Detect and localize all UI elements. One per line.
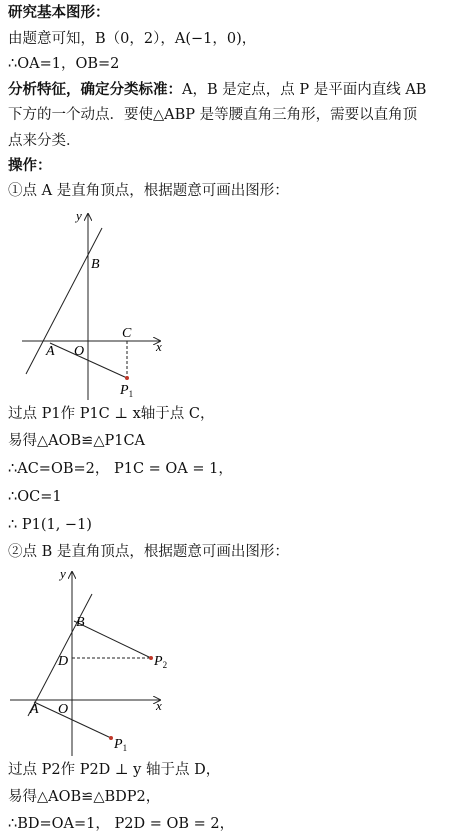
analysis-continued-1: 下方的一个动点．要使△ABP 是等腰直角三角形，需要以直角顶 <box>8 107 418 123</box>
case-2-step-3: ∴BD=OA=1， P2D = OB = 2， <box>8 816 235 832</box>
label-d: D <box>58 654 69 669</box>
label-o: O <box>58 702 69 717</box>
label-c: C <box>122 326 132 341</box>
case-2-step-1: 过点 P2作 P2D ⊥ y 轴于点 D， <box>8 762 221 778</box>
case-1-step-2: 易得△AOB≌△P1CA <box>8 433 146 449</box>
analysis-continued-2: 点来分类． <box>8 133 81 149</box>
given-coordinates: 由题意可知，B（0，2），A(−1，0)， <box>8 31 257 47</box>
case-1-heading: ①点 A 是直角顶点，根据题意可画出图形： <box>8 183 289 199</box>
case-2-heading: ②点 B 是直角顶点，根据题意可画出图形： <box>8 544 289 560</box>
operation-heading: 操作： <box>8 157 52 174</box>
figure-case-2 <box>0 564 200 760</box>
label-b: B <box>76 615 85 630</box>
label-y: y <box>60 566 66 581</box>
label-x: x <box>156 698 162 713</box>
analysis-title: 分析特征，确定分类标准： <box>8 81 182 98</box>
analysis-line <box>8 80 426 100</box>
label-x: x <box>156 339 162 354</box>
section-title: 研究基本图形： <box>8 4 110 21</box>
label-o: O <box>74 344 85 359</box>
label-p1: $P_1$ <box>120 383 134 399</box>
case-2-step-2: 易得△AOB≌△BDP2， <box>8 789 161 805</box>
case-1-step-5: ∴ P1(1, −1) <box>8 517 92 533</box>
label-p1: $P_1$ <box>114 737 128 753</box>
segment-b-p2 <box>74 621 151 658</box>
case-1-step-3: ∴AC=OB=2， P1C = OA = 1， <box>8 461 233 477</box>
figure-case-1 <box>0 204 200 404</box>
label-a: A <box>46 344 55 359</box>
point-p1 <box>109 736 113 740</box>
point-p1 <box>125 376 129 380</box>
analysis-text: A，B 是定点，点 P 是平面内直线 AB <box>182 82 427 98</box>
line-ab <box>26 228 102 374</box>
case-1-step-4: ∴OC=1 <box>8 489 62 505</box>
given-lengths: ∴OA=1，OB=2 <box>8 56 120 72</box>
label-b: B <box>91 257 100 272</box>
label-a: A <box>30 702 39 717</box>
case-1-step-1: 过点 P1作 P1C ⊥ x轴于点 C， <box>8 406 215 422</box>
label-p2: $P_2$ <box>154 654 168 670</box>
label-y: y <box>76 208 82 223</box>
point-p2 <box>149 656 153 660</box>
